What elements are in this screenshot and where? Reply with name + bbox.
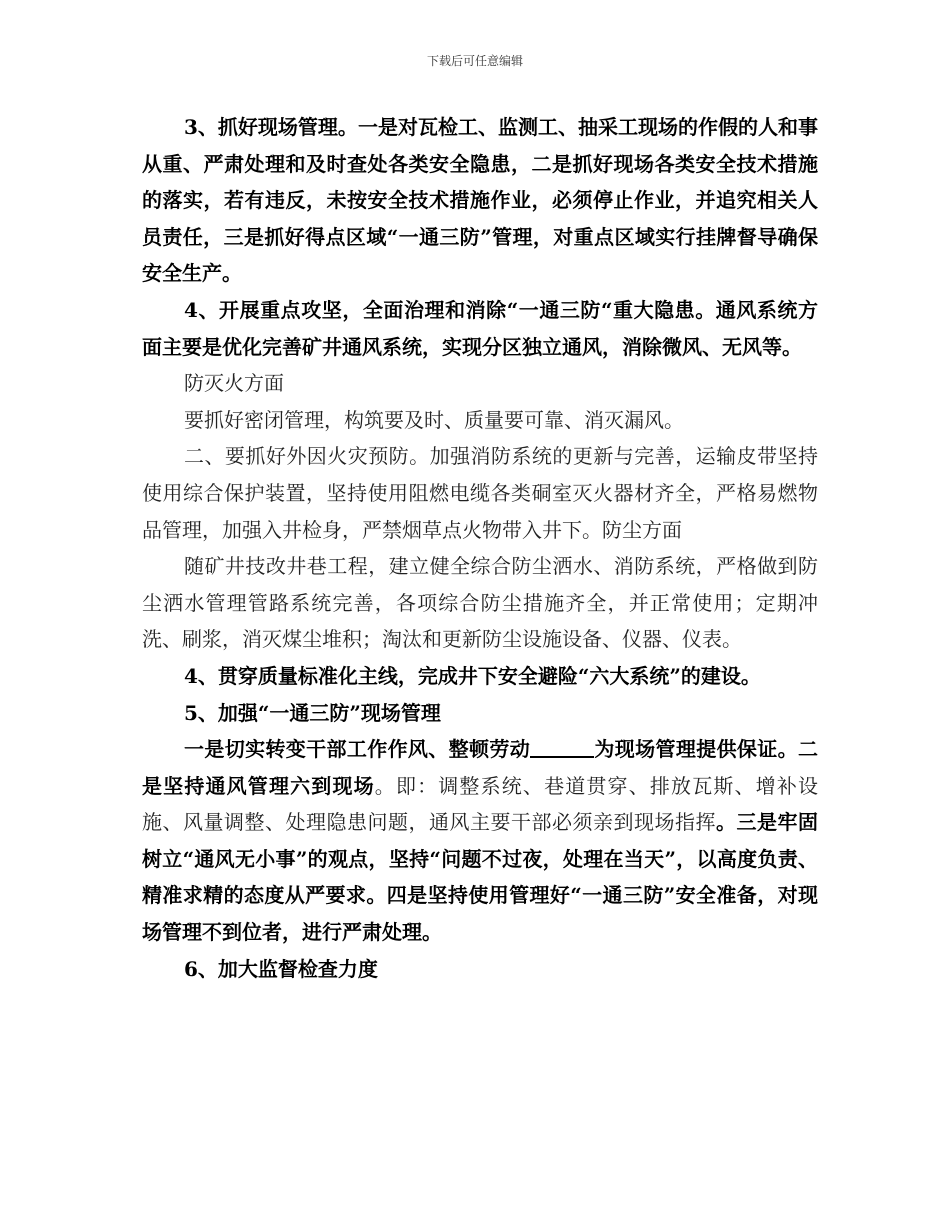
page-header: 下载后可任意编辑 (426, 54, 523, 68)
paragraph-six-systems: 4、贯穿质量标准化主线，完成井下安全避险“六大系统”的建设。 (184, 663, 761, 688)
paragraph-key-hazards: 4、开展重点攻坚，全面治理和消除“一通三防“重大隐患。通风系统方面主要是优化完善矿井通风系统，实现分区独立通风，消除微风、无风等。 (142, 297, 818, 359)
paragraph-sealing-management: 要抓好密闭管理，构筑要及时、质量要可靠、消灭漏风。 (184, 407, 684, 432)
paragraph-external-fire: 二、要抓好外因火灾预防。加强消防系统的更新与完善，运输皮带坚持使用综合保护装置，坚持使用阻燃电缆各类硐室灭火器材齐全，严格易燃物品管理，加强入井检身，严禁烟草点火物带入井下。防尘方面 (142, 444, 818, 542)
paragraph-supervision-heading: 6、加大监督检查力度 (184, 956, 378, 981)
paragraph-cadre-workstyle (142, 731, 818, 951)
text-segment: 一是切实转变干部工作作风、整顿劳动 (184, 737, 531, 762)
paragraph-fire-prevention-heading: 防灭火方面 (184, 371, 284, 396)
paragraph-site-management: 3、抓好现场管理。一是对瓦检工、监测工、抽采工现场的作假的人和事从重、严肃处理和及时查处各类安全隐患，二是抓好现场各类安全技术措施的落实，若有违反，未按安全技术措施作业，必须停止作业，并追究相关人员责任，三是抓好得点区域“一通三防”管理，对重点区域实行挂牌督导确保安全生产。 (142, 115, 818, 286)
paragraph-field-management-heading: 5、加强“一通三防”现场管理 (184, 700, 441, 725)
blank-underline (530, 738, 594, 758)
text-segment: 为现场管理提供保证。二是坚持通风管理六到现场 (142, 737, 819, 798)
document-body (142, 109, 818, 987)
paragraph-dust-prevention: 随矿井技改井巷工程，建立健全综合防尘洒水、消防系统，严格做到防尘洒水管理管路系统完善，各项综合防尘措施齐全，并正常使用；定期冲洗、刷浆，消灭煤尘堆积；淘汰和更新防尘设施设备、仪器、仪表。 (142, 554, 818, 652)
text-segment: 。即：调整系统、巷道贯穿、排放瓦斯、增补设施、风量调整、处理隐患问题，通风主要干部必须亲到现场指挥 (142, 773, 819, 835)
text-segment: 。三是牢固树立“通风无小事”的观点，坚持“问题不过夜，处理在当天”，以高度负责、精准求精的态度从严要求。四是坚持使用管理好“一通三防”安全准备，对现场管理不到位者，进行严肃处理。 (142, 810, 818, 945)
